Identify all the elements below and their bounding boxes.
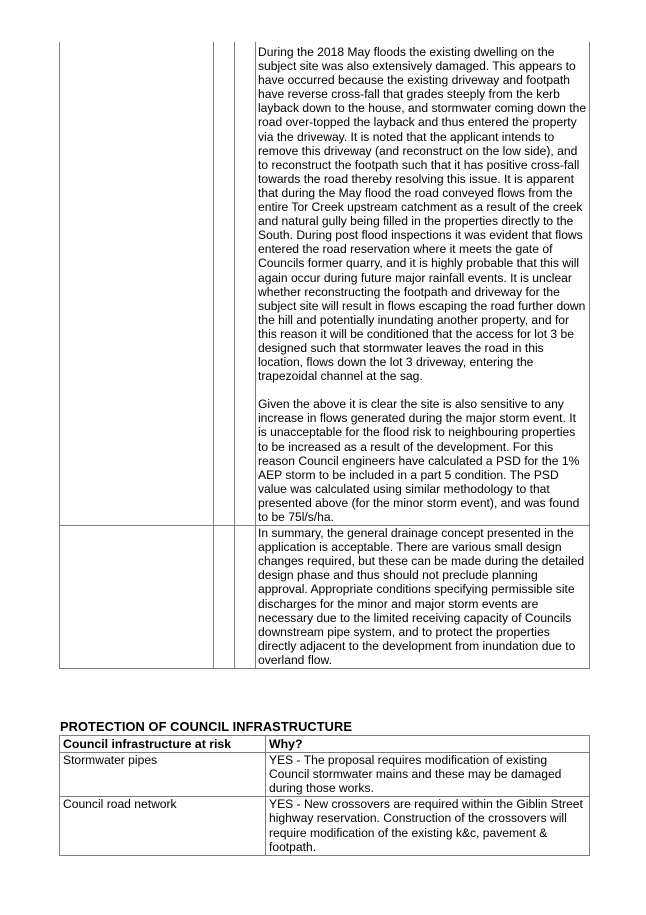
assessment-table — [59, 42, 590, 669]
table-cell-empty — [235, 526, 256, 669]
infrastructure-reason: YES - The proposal requires modification of existing Council stormwater mains and these may be damaged during those works. — [266, 753, 590, 797]
table-header-row — [60, 736, 590, 753]
table-cell-empty — [235, 42, 256, 526]
paragraph-summary: In summary, the general drainage concept presented in the application is acceptable. There are various small design changes required, but these can be made during the detailed design phase and thus should not preclude planning approval. Appropriate conditions specifying permissible site discharges for the minor and major storm events are necessary due to the limited receiving capacity of Councils downstream pipe system, and to protect the properties directly adjacent to the development from inundation due to overland flow. — [258, 526, 585, 667]
infrastructure-item: Stormwater pipes — [60, 753, 266, 797]
table-cell-empty — [60, 526, 214, 669]
table-cell-empty — [60, 42, 214, 526]
table-cell-empty — [214, 42, 235, 526]
column-header-infrastructure: Council infrastructure at risk — [60, 736, 266, 753]
table-row — [60, 753, 590, 797]
column-header-why: Why? — [266, 736, 590, 753]
infrastructure-table — [59, 735, 590, 856]
infrastructure-reason: YES - New crossovers are required within the Giblin Street highway reservation. Construction of the crossovers will require modification of the existing k&c, pavement & footpath. — [266, 797, 590, 855]
paragraph-flood-history: During the 2018 May floods the existing dwelling on the subject site was also extensively damaged. This appears to have occurred because the existing driveway and footpath have reverse cross-fall that grades steeply from the kerb layback down to the house, and stormwater coming down the road over-topped the layback and thus entered the property via the driveway. It is noted that the applicant intends to remove this driveway (and reconstruct on the low side), and to reconstruct the footpath such that it has positive cross-fall towards the road thereby resolving this issue. It is apparent that during the May flood the road conveyed flows from the entire Tor Creek upstream catchment as a result of the creek and natural gully being filled in the properties directly to the South. During post flood inspections it was evident that flows entered the road reservation where it meets the gate of Councils former quarry, and it is highly probable that this will again occur during future major rainfall events. It is unclear whether reconstructing the footpath and driveway for the subject site will result in flows escaping the road further down the hill and potentially inundating another property, and for this reason it will be conditioned that the access for lot 3 be designed such that stormwater leaves the road in this location, flows down the lot 3 driveway, entering the trapezoidal channel at the sag. — [258, 45, 587, 384]
table-row — [60, 797, 590, 855]
infrastructure-item: Council road network — [60, 797, 266, 855]
table-row — [60, 526, 590, 669]
table-row — [60, 42, 590, 526]
paragraph-psd: Given the above it is clear the site is also sensitive to any increase in flows generated during the major storm event. It is unacceptable for the flood risk to neighbouring properties to be increased as a result of the development. For this reason Council engineers have calculated a PSD for the 1% AEP storm to be included in a part 5 condition. The PSD value was calculated using similar methodology to that presented above (for the minor storm event), and was found to be 75l/s/ha. — [258, 397, 580, 524]
table-cell-comments — [256, 526, 590, 669]
table-cell-empty — [214, 526, 235, 669]
table-cell-comments — [256, 42, 590, 526]
section-heading: PROTECTION OF COUNCIL INFRASTRUCTURE — [60, 719, 352, 734]
